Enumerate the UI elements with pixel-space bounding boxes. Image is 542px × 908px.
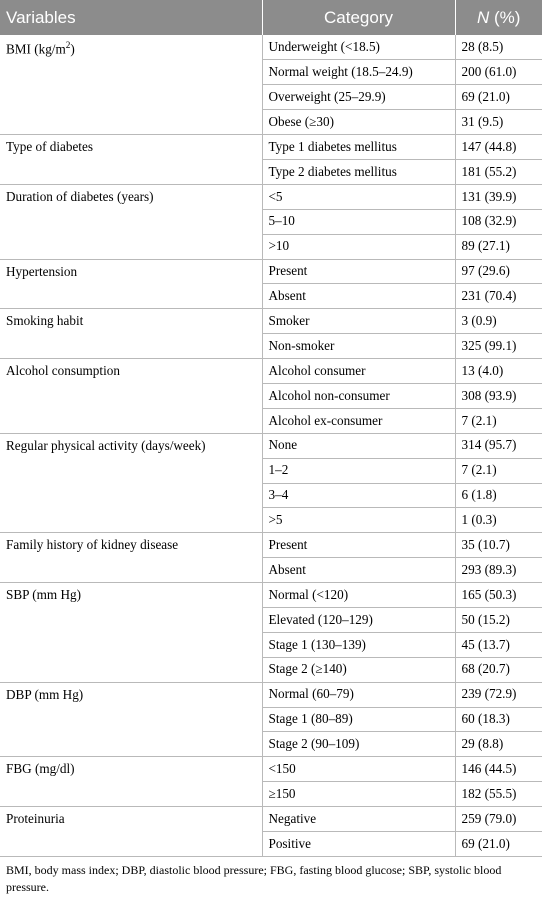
table-row: [0, 259, 542, 284]
table-row: [0, 807, 542, 832]
table-footnote: BMI, body mass index; DBP, diastolic blood pressure; FBG, fasting blood glucose; SBP, systolic blood pressure.: [6, 863, 502, 895]
value-cell: 31 (9.5): [455, 110, 542, 135]
value-cell: 259 (79.0): [455, 807, 542, 832]
category-cell: Alcohol consumer: [262, 359, 455, 384]
category-cell: Absent: [262, 284, 455, 309]
value-cell: 325 (99.1): [455, 334, 542, 359]
category-cell: Present: [262, 533, 455, 558]
table-row: [0, 184, 542, 209]
variable-cell: [0, 433, 262, 533]
value-cell: 1 (0.3): [455, 508, 542, 533]
value-cell: 13 (4.0): [455, 359, 542, 384]
variable-cell: [0, 807, 262, 857]
value-cell: 97 (29.6): [455, 259, 542, 284]
value-cell: 239 (72.9): [455, 682, 542, 707]
table-row: [0, 35, 542, 60]
value-cell: 6 (1.8): [455, 483, 542, 508]
value-cell: 45 (13.7): [455, 632, 542, 657]
variable-cell: [0, 35, 262, 135]
variable-label: Type of diabetes: [6, 139, 93, 155]
variable-cell: [0, 135, 262, 185]
variable-label: SBP (mm Hg): [6, 587, 81, 603]
value-cell: 68 (20.7): [455, 657, 542, 682]
variable-cell: [0, 259, 262, 309]
header-row: [0, 0, 542, 35]
value-cell: 60 (18.3): [455, 707, 542, 732]
value-cell: 69 (21.0): [455, 85, 542, 110]
value-cell: 314 (95.7): [455, 433, 542, 458]
category-cell: Present: [262, 259, 455, 284]
table-row: [0, 433, 542, 458]
value-cell: 131 (39.9): [455, 184, 542, 209]
category-cell: Absent: [262, 558, 455, 583]
value-cell: 181 (55.2): [455, 159, 542, 184]
variable-label: BMI (kg/m: [6, 41, 66, 57]
category-cell: Type 1 diabetes mellitus: [262, 135, 455, 160]
category-cell: Alcohol ex-consumer: [262, 408, 455, 433]
value-cell: 147 (44.8): [455, 135, 542, 160]
header-category: Category: [262, 0, 455, 35]
category-cell: Type 2 diabetes mellitus: [262, 159, 455, 184]
value-cell: 293 (89.3): [455, 558, 542, 583]
value-cell: 165 (50.3): [455, 583, 542, 608]
table-body: [0, 35, 542, 856]
variable-label: Duration of diabetes (years): [6, 188, 154, 204]
table-row: [0, 757, 542, 782]
category-cell: Negative: [262, 807, 455, 832]
variable-cell: [0, 682, 262, 757]
variable-label: Smoking habit: [6, 313, 84, 329]
table-row: [0, 309, 542, 334]
variable-label-suffix: ): [70, 41, 75, 57]
value-cell: 308 (93.9): [455, 383, 542, 408]
header-percent: (%): [489, 7, 521, 27]
table-header: [0, 0, 542, 35]
variable-cell: [0, 583, 262, 683]
category-cell: 3–4: [262, 483, 455, 508]
table-row: [0, 682, 542, 707]
category-cell: Elevated (120–129): [262, 607, 455, 632]
value-cell: 89 (27.1): [455, 234, 542, 259]
value-cell: 50 (15.2): [455, 607, 542, 632]
category-cell: None: [262, 433, 455, 458]
category-cell: Normal weight (18.5–24.9): [262, 60, 455, 85]
value-cell: 108 (32.9): [455, 209, 542, 234]
value-cell: 200 (61.0): [455, 60, 542, 85]
table-row: [0, 359, 542, 384]
category-cell: Normal (<120): [262, 583, 455, 608]
category-cell: Stage 1 (80–89): [262, 707, 455, 732]
value-cell: 146 (44.5): [455, 757, 542, 782]
category-cell: Stage 2 (≥140): [262, 657, 455, 682]
value-cell: 7 (2.1): [455, 458, 542, 483]
category-cell: Overweight (25–29.9): [262, 85, 455, 110]
value-cell: 35 (10.7): [455, 533, 542, 558]
table-row: [0, 135, 542, 160]
category-cell: >10: [262, 234, 455, 259]
category-cell: Smoker: [262, 309, 455, 334]
category-cell: Underweight (<18.5): [262, 35, 455, 60]
variable-label: Regular physical activity (days/week): [6, 437, 206, 453]
variable-cell: [0, 533, 262, 583]
category-cell: Stage 2 (90–109): [262, 732, 455, 757]
table-row: [0, 533, 542, 558]
variable-label: DBP (mm Hg): [6, 686, 84, 702]
category-cell: >5: [262, 508, 455, 533]
category-cell: Positive: [262, 832, 455, 857]
variable-label: Family history of kidney disease: [6, 537, 179, 553]
table-row: [0, 583, 542, 608]
value-cell: 69 (21.0): [455, 832, 542, 857]
category-cell: Stage 1 (130–139): [262, 632, 455, 657]
category-cell: 5–10: [262, 209, 455, 234]
category-cell: Normal (60–79): [262, 682, 455, 707]
category-cell: <5: [262, 184, 455, 209]
variable-cell: [0, 184, 262, 259]
category-cell: Alcohol non-consumer: [262, 383, 455, 408]
value-cell: 182 (55.5): [455, 782, 542, 807]
category-cell: ≥150: [262, 782, 455, 807]
variable-label: FBG (mg/dl): [6, 761, 75, 777]
value-cell: 28 (8.5): [455, 35, 542, 60]
variable-label: Hypertension: [6, 263, 78, 279]
value-cell: 7 (2.1): [455, 408, 542, 433]
variable-cell: [0, 757, 262, 807]
value-cell: 231 (70.4): [455, 284, 542, 309]
category-cell: Obese (≥30): [262, 110, 455, 135]
variable-label: Proteinuria: [6, 811, 65, 827]
header-variables: Variables: [0, 0, 262, 35]
value-cell: 3 (0.9): [455, 309, 542, 334]
variable-superscript: 2: [65, 40, 71, 50]
variable-label: Alcohol consumption: [6, 363, 120, 379]
header-n-percent: [455, 0, 542, 35]
variable-cell: [0, 309, 262, 359]
category-cell: Non-smoker: [262, 334, 455, 359]
value-cell: 29 (8.8): [455, 732, 542, 757]
variable-cell: [0, 359, 262, 434]
category-cell: <150: [262, 757, 455, 782]
header-n: N: [477, 7, 490, 27]
category-cell: 1–2: [262, 458, 455, 483]
